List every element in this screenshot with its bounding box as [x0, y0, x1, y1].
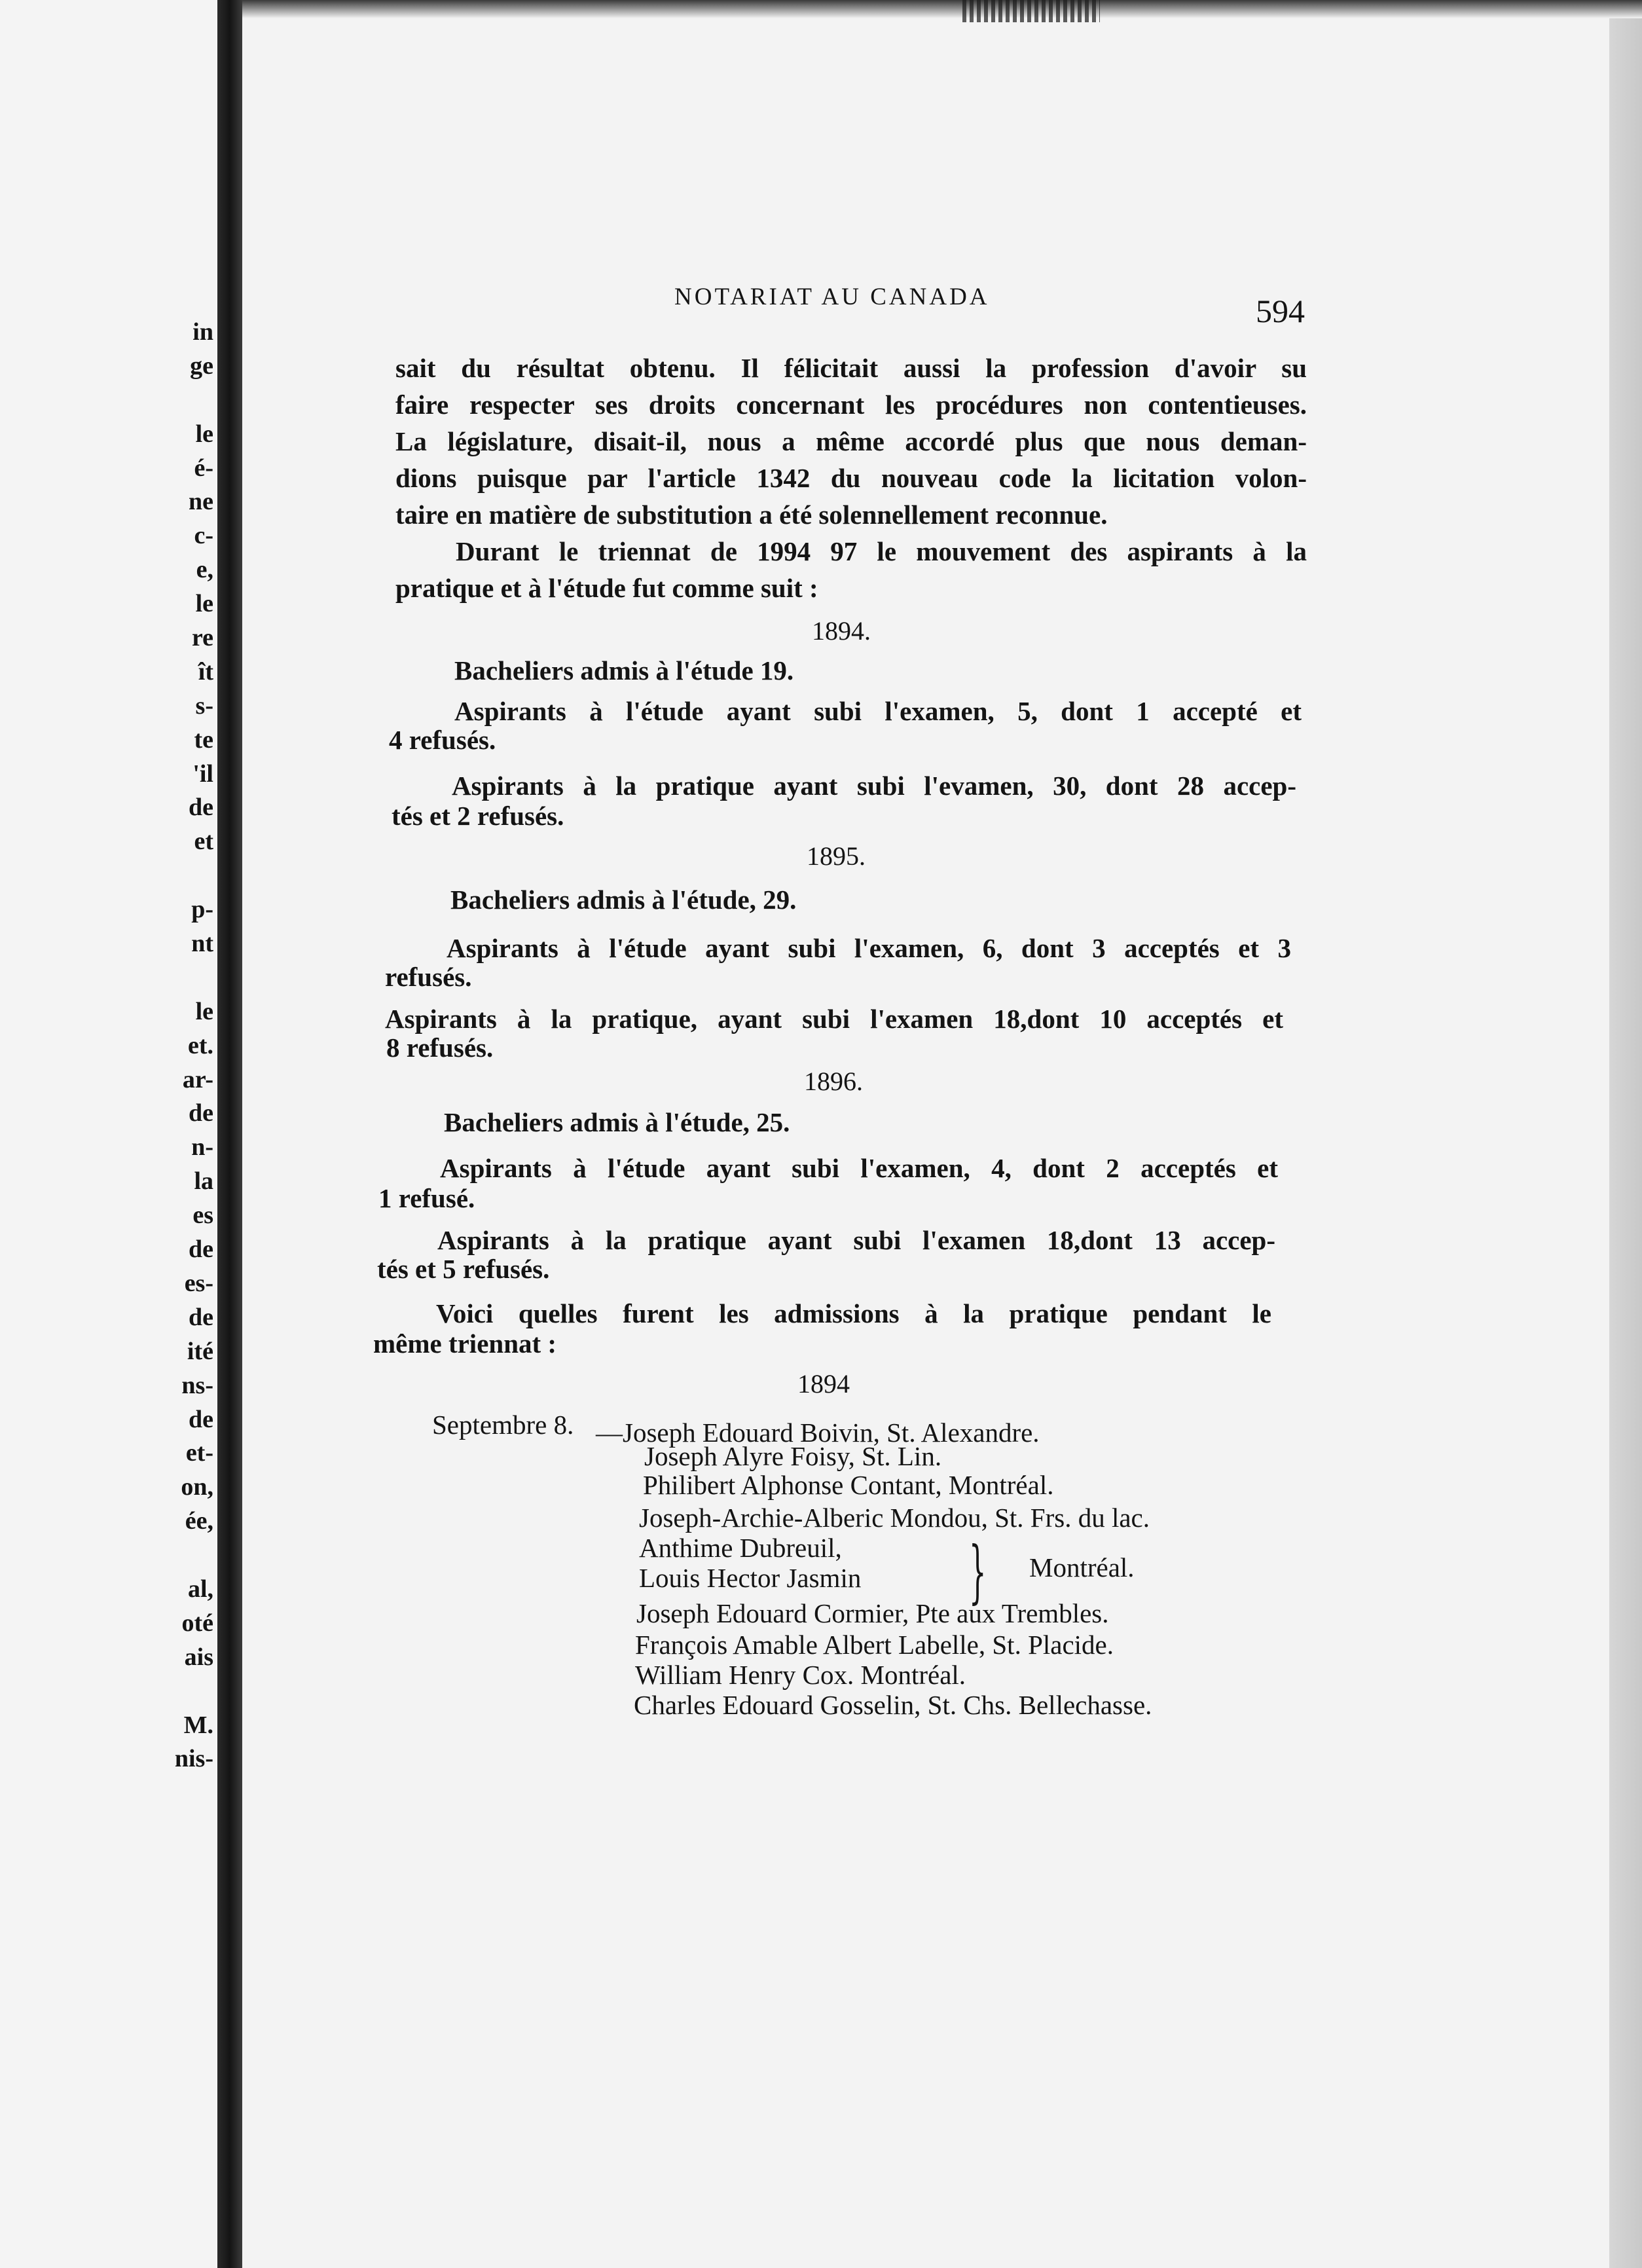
fragment: s-	[195, 691, 213, 720]
fragment: p-	[191, 896, 213, 924]
brace-label: Montréal.	[1029, 1552, 1135, 1582]
fragment: on,	[181, 1473, 213, 1501]
fragment: nt	[191, 930, 213, 958]
admission-name: Joseph-Archie-Alberic Mondou, St. Frs. du lac.	[639, 1503, 1150, 1533]
stat-line: Bacheliers admis à l'étude, 29.	[450, 885, 797, 915]
fragment: de	[189, 1303, 213, 1331]
admission-name: Joseph Edouard Cormier, Pte aux Trembles.	[636, 1598, 1109, 1628]
running-head: NOTARIAT AU CANADA	[674, 284, 990, 310]
stat-line: Aspirants à l'étude ayant subi l'examen, 5, dont 1 accepté et	[454, 696, 1302, 726]
fragment: re	[191, 624, 213, 652]
fragment: ge	[190, 352, 213, 380]
admissions-year: 1894	[797, 1369, 850, 1399]
fragment: in	[192, 318, 213, 346]
stat-line: Bacheliers admis à l'étude, 25.	[444, 1107, 790, 1137]
fragment: oté	[181, 1609, 213, 1637]
fragment: de	[189, 794, 213, 822]
left-page-text-fragments	[161, 316, 213, 1776]
fragment: le	[195, 590, 213, 618]
ornament-fragment	[962, 0, 1100, 22]
fragment	[161, 961, 213, 995]
fragment: es	[192, 1201, 213, 1230]
intro-line: même triennat :	[373, 1328, 557, 1359]
body-line: Durant le triennat de 1994 97 le mouvement des aspirants à la	[456, 536, 1307, 566]
body-line: faire respecter ses droits concernant les procédures non contentieuses.	[395, 390, 1307, 420]
admission-name: Louis Hector Jasmin	[639, 1563, 862, 1593]
scan-top-edge	[242, 0, 1642, 18]
body-line: pratique et à l'étude fut comme suit :	[395, 573, 818, 603]
year-heading: 1895.	[807, 841, 866, 871]
year-heading: 1894.	[812, 616, 871, 646]
fragment: ée,	[185, 1507, 213, 1535]
body-line: sait du résultat obtenu. Il félicitait aussi la profession d'avoir su	[395, 353, 1307, 383]
stat-line: 1 refusé.	[378, 1183, 475, 1213]
admission-date: Septembre 8.	[432, 1410, 574, 1440]
fragment	[161, 1539, 213, 1573]
admission-name: Charles Edouard Gosselin, St. Chs. Bellechasse.	[634, 1690, 1152, 1720]
fragment: al,	[187, 1575, 213, 1603]
fragment: le	[195, 420, 213, 448]
page-edge-shadow	[1609, 0, 1642, 2268]
stat-line: tés et 2 refusés.	[392, 801, 564, 831]
admission-name: William Henry Cox. Montréal.	[635, 1660, 966, 1690]
admission-name: —Joseph Edouard Boivin, St. Alexandre.	[596, 1418, 1040, 1448]
fragment: n-	[191, 1133, 213, 1161]
stat-line: 4 refusés.	[389, 725, 496, 755]
admission-name: Anthime Dubreuil,	[639, 1533, 842, 1563]
fragment	[161, 1675, 213, 1709]
fragment: de	[189, 1099, 213, 1127]
fragment: te	[194, 725, 213, 754]
fragment: M.	[183, 1711, 213, 1739]
admission-name: Philibert Alphonse Contant, Montréal.	[643, 1470, 1054, 1500]
fragment: ais	[184, 1643, 213, 1671]
fragment: ns-	[181, 1371, 213, 1399]
stat-line: tés et 5 refusés.	[377, 1254, 550, 1284]
stat-line: Aspirants à la pratique ayant subi l'evamen, 30, dont 28 accep-	[452, 771, 1296, 801]
fragment: e,	[196, 556, 213, 584]
stat-line: Bacheliers admis à l'étude 19.	[454, 655, 794, 686]
fragment	[161, 384, 213, 418]
fragment: et	[194, 828, 213, 856]
fragment: de	[189, 1405, 213, 1433]
left-page	[0, 0, 217, 2268]
fragment: nis-	[174, 1745, 213, 1773]
body-line: dions puisque par l'article 1342 du nouveau code la licitation volon-	[395, 463, 1307, 493]
fragment: 'il	[192, 759, 213, 788]
book-gutter	[217, 0, 242, 2268]
body-line: La législature, disait-il, nous a même accordé plus que nous deman-	[395, 426, 1307, 456]
fragment: c-	[194, 522, 213, 550]
fragment: ît	[198, 657, 213, 686]
stat-line: refusés.	[385, 962, 472, 992]
intro-line: Voici quelles furent les admissions à la pratique pendant le	[436, 1298, 1271, 1328]
fragment: et.	[187, 1031, 213, 1059]
fragment: la	[194, 1167, 213, 1196]
fragment: es-	[184, 1269, 213, 1297]
body-line: taire en matière de substitution a été solennellement reconnue.	[395, 500, 1108, 530]
stat-line: Aspirants à l'étude ayant subi l'examen, 6, dont 3 acceptés et 3	[447, 933, 1291, 963]
stat-line: Aspirants à la pratique, ayant subi l'examen 18,dont 10 acceptés et	[385, 1004, 1283, 1034]
fragment: et-	[185, 1439, 213, 1467]
fragment: é-	[194, 454, 213, 482]
admission-name: François Amable Albert Labelle, St. Placide.	[635, 1630, 1114, 1660]
admission-name: Joseph Alyre Foisy, St. Lin.	[644, 1441, 942, 1471]
fragment	[161, 859, 213, 893]
stat-line: 8 refusés.	[386, 1033, 494, 1063]
fragment: de	[189, 1235, 213, 1264]
fragment: le	[195, 997, 213, 1025]
fragment: ne	[189, 488, 213, 516]
year-heading: 1896.	[804, 1067, 863, 1096]
stat-line: Aspirants à la pratique ayant subi l'examen 18,dont 13 accep-	[437, 1225, 1275, 1255]
grouping-brace: }	[969, 1531, 987, 1611]
page-number: 594	[1256, 293, 1305, 329]
stat-line: Aspirants à l'étude ayant subi l'examen, 4, dont 2 acceptés et	[440, 1153, 1278, 1183]
fragment: ité	[187, 1337, 213, 1365]
fragment: ar-	[182, 1065, 213, 1093]
